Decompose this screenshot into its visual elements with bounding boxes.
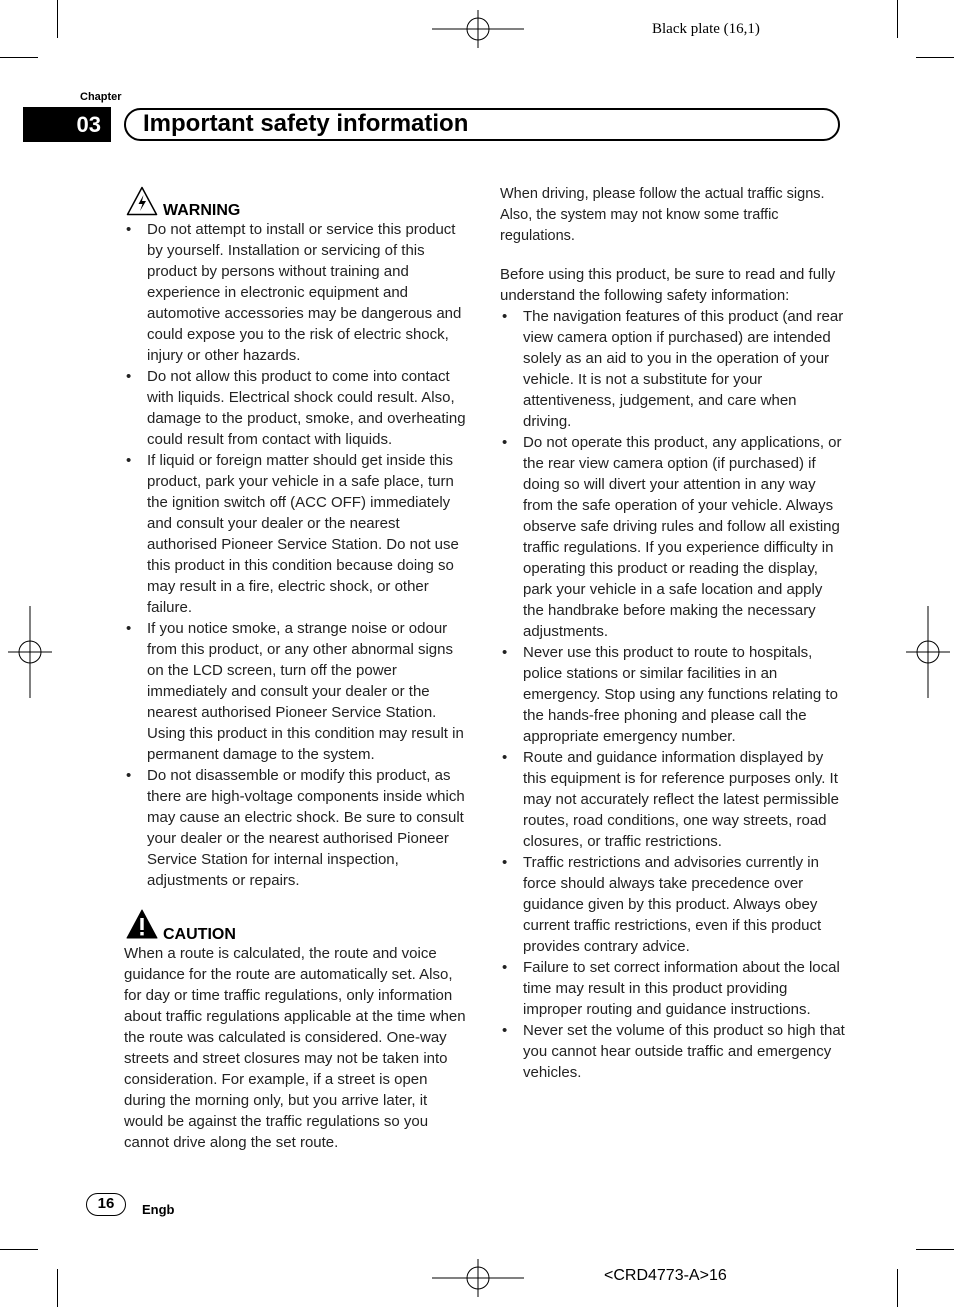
intro-text: Before using this product, be sure to read and fully understand the following safety information: (500, 266, 836, 304)
language-code: Engb (142, 1202, 175, 1217)
warning-item: • Do not disassemble or modify this product, as there are high-voltage components inside which may cause an electric shock. Be sure to consult your dealer or the nearest authorised Pioneer Service Station for internal inspection, adjustments or repairs. (124, 765, 470, 891)
warning-item: • If you notice smoke, a strange noise or odour from this product, or any other abnormal signs on the LCD screen, turn off the power immediately and consult your dealer or the nearest authorised Pioneer Service Station. Using this product in this condition may result in permanent damage to the system. (124, 618, 470, 765)
crop-mark (916, 1249, 954, 1250)
crop-mark (0, 1249, 38, 1250)
intro-note: When driving, please follow the actual traffic signs. Also, the system may not know some traffic regulations. (500, 186, 825, 244)
warning-item: • Do not attempt to install or service this product by yourself. Installation or servicing of this product by persons without training and experience in electronic equipment and automotive accessories may be dangerous and could expose you to the risk of electric shock, injury or other hazards. (124, 219, 470, 366)
caution-heading: CAUTION (163, 926, 236, 943)
plate-label: Black plate (16,1) (652, 21, 760, 37)
crop-mark (897, 1269, 898, 1307)
safety-item: • Do not operate this product, any applications, or the rear view camera option (if purchased) if doing so will divert your attention in any way from the safe operation of your vehicle. Always observe safe driving rules and follow all existing traffic regulations. If you experience difficulty in operating this product or reading the display, park your vehicle in a safe location and apply the handbrake before making the necessary adjustments. (500, 432, 846, 642)
safety-item: • The navigation features of this product (and rear view camera option if purchased) are intended solely as an aid to you in the operation of your vehicle. It is not a substitute for your attentiveness, judgement, and care when driving. (500, 306, 846, 432)
warning-item: • Do not allow this product to come into contact with liquids. Electrical shock could result. Also, damage to the product, smoke, and overheating could result from contact with liquids. (124, 366, 470, 450)
safety-item: • Traffic restrictions and advisories currently in force should always take precedence over guidance given by this product. Always obey current traffic restrictions, even if this product provides contrary advice. (500, 852, 846, 957)
caution-triangle-icon (126, 909, 158, 939)
warning-heading-row (124, 186, 470, 219)
warning-list (124, 219, 470, 891)
registration-mark-icon (906, 606, 950, 698)
left-column (124, 186, 470, 1153)
safety-item: • Never use this product to route to hospitals, police stations or similar facilities in an emergency. Stop using any functions relating to the hands-free phoning and please call the appropriate emergency number. (500, 642, 846, 747)
safety-item: • Route and guidance information displayed by this equipment is for reference purposes only. It may not accurately reflect the latest permissible routes, road conditions, one way streets, road closures, or traffic restrictions. (500, 747, 846, 852)
crop-mark (57, 0, 58, 38)
registration-mark-icon (432, 10, 524, 48)
right-column (500, 184, 846, 1083)
crop-mark (916, 57, 954, 58)
caution-heading-row (124, 909, 470, 943)
registration-mark-icon (432, 1259, 524, 1297)
warning-item: • If liquid or foreign matter should get inside this product, park your vehicle in a safe place, turn the ignition switch off (ACC OFF) immediately and consult your dealer or the nearest authorised Pioneer Service Station. Do not use this product in this condition because doing so may result in a fire, electric shock, or other failure. (124, 450, 470, 618)
safety-item: • Never set the volume of this product so high that you cannot hear outside traffic and emergency vehicles. (500, 1020, 846, 1083)
crop-mark (57, 1269, 58, 1307)
registration-mark-icon (8, 606, 52, 698)
warning-triangle-icon (126, 186, 158, 216)
warning-heading: WARNING (163, 202, 241, 219)
chapter-number (23, 107, 111, 142)
crop-mark (0, 57, 38, 58)
page-number: 16 (86, 1193, 126, 1216)
document-code: <CRD4773-A>16 (604, 1267, 727, 1284)
crop-mark (897, 0, 898, 38)
caution-text: When a route is calculated, the route and voice guidance for the route are automatically set. Also, for day or time traffic regulations, only information about traffic regulations applicable at the time when the route was calculated is considered. One-way streets and street closures may not be taken into consideration. For example, if a street is open during the morning only, but you arrive later, it would be against the traffic regulations so you cannot drive along the set route. (124, 945, 466, 1151)
chapter-label: Chapter (80, 91, 122, 103)
page-title: Important safety information (143, 110, 469, 137)
chapter-number-text: 03 (76, 112, 101, 137)
safety-list (500, 306, 846, 1083)
safety-item: • Failure to set correct information about the local time may result in this product providing improper routing and guidance instructions. (500, 957, 846, 1020)
